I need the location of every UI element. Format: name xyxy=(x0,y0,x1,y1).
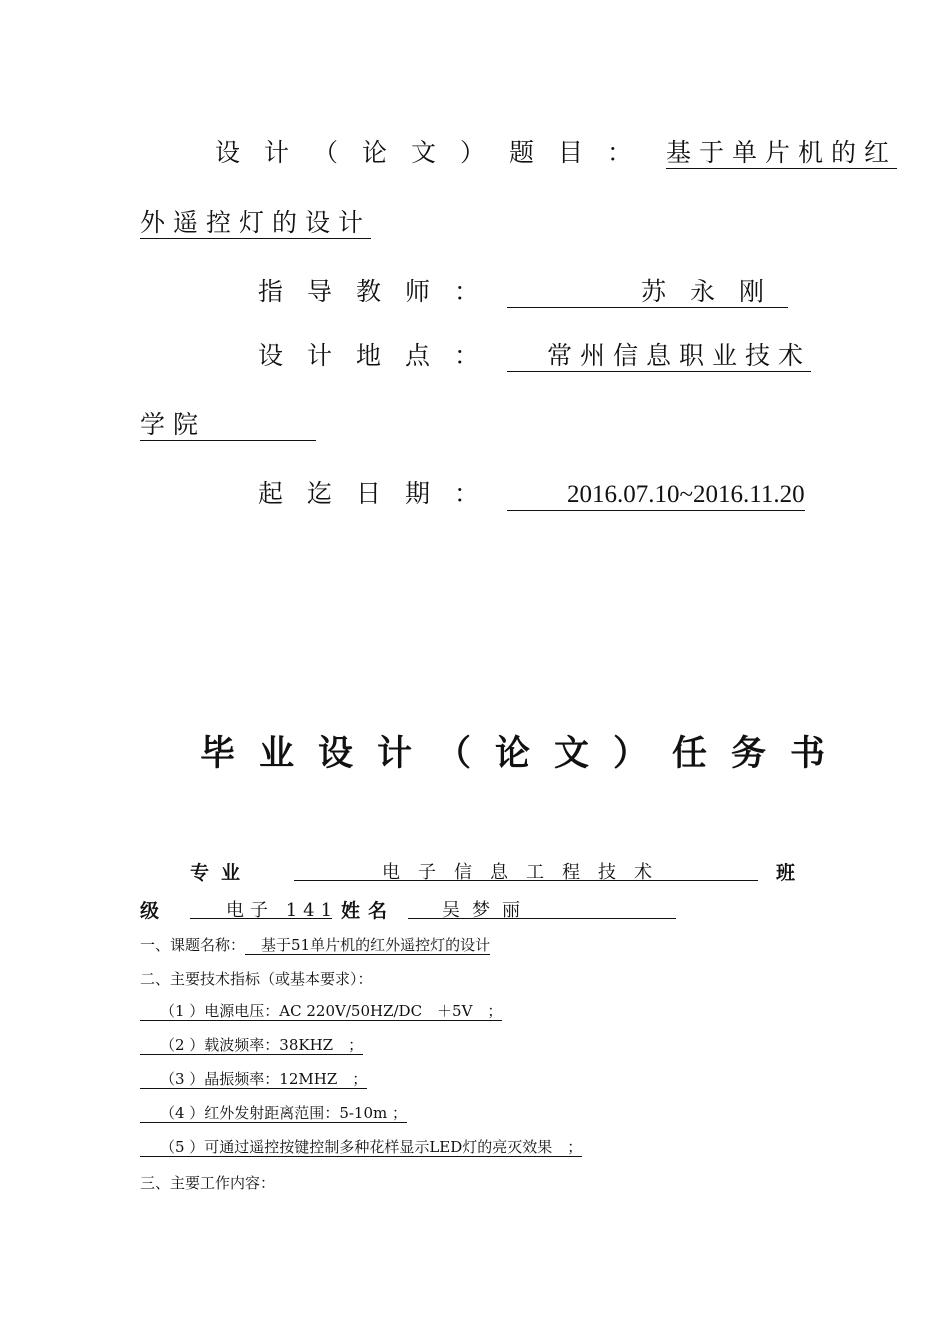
subject-value: 基于51单片机的红外遥控灯的设计 xyxy=(245,937,490,955)
location-value-line1: 常州信息职业技术 xyxy=(507,342,811,372)
subject-label: 一、课题名称： xyxy=(140,936,246,954)
requirements-heading: 二、主要技术指标（或基本要求）： xyxy=(140,970,373,988)
requirement-item xyxy=(140,1070,367,1089)
name-label: 姓名 xyxy=(341,900,396,922)
requirement-text: （4 ）红外发射距离范围：5-10m ； xyxy=(140,1105,407,1123)
requirement-item xyxy=(140,1002,502,1021)
topic-label: 设计（论文）题目： xyxy=(215,138,657,167)
topic-row xyxy=(215,133,897,169)
requirement-item xyxy=(140,1138,582,1157)
requirement-item xyxy=(140,1036,363,1055)
requirement-text: （1 ）电源电压：AC 220V/50HZ/DC ＋5V ； xyxy=(140,1003,502,1021)
work-heading: 三、主要工作内容： xyxy=(140,1174,276,1192)
location-row xyxy=(258,336,811,372)
date-row xyxy=(258,474,805,511)
topic-row-continued xyxy=(140,208,371,239)
advisor-row xyxy=(258,272,788,308)
class-label-part1: 班 xyxy=(776,862,796,884)
date-label: 起迄日期： xyxy=(258,479,504,508)
name-value: 吴梦丽 xyxy=(442,900,532,921)
subject-row xyxy=(140,934,490,955)
requirement-text: （5 ）可通过遥控按键控制多种花样显示LED灯的亮灭效果 ； xyxy=(140,1139,582,1157)
major-field xyxy=(294,858,758,881)
location-value-line2: 学院 xyxy=(140,411,316,441)
topic-value-line1: 基于单片机的红 xyxy=(666,138,898,167)
advisor-label: 指导教师： xyxy=(258,277,504,306)
requirement-item xyxy=(140,1104,407,1123)
class-field xyxy=(190,896,339,921)
name-field xyxy=(408,896,676,919)
class-value: 电子 141 xyxy=(226,900,339,921)
requirement-text: （3 ）晶振频率：12MHZ ； xyxy=(140,1071,367,1089)
date-value: 2016.07.10~2016.11.20 xyxy=(507,481,805,511)
major-value: 电子信息工程技术 xyxy=(382,862,670,883)
location-row-continued xyxy=(140,410,316,441)
location-label: 设计地点： xyxy=(258,341,504,370)
topic-value-line2: 外遥控灯的设计 xyxy=(140,208,372,237)
major-label: 专业 xyxy=(190,862,253,884)
class-label-part2: 级 xyxy=(140,900,160,922)
page-title: 毕业设计（论文）任务书 xyxy=(200,734,850,774)
advisor-value: 苏永刚 xyxy=(507,278,788,308)
requirement-text: （2 ）载波频率：38KHZ ； xyxy=(140,1037,363,1055)
